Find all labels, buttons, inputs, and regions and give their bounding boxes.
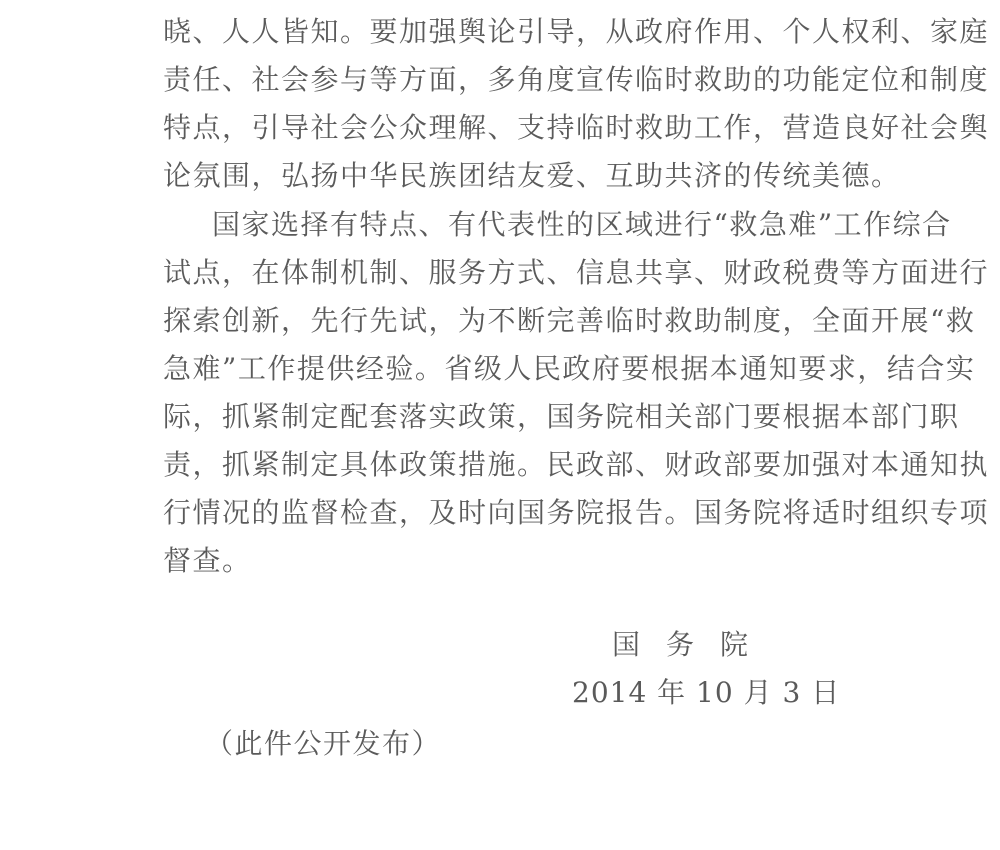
publication-note: （此件公开发布）	[205, 727, 442, 760]
paragraph-2-line-1: 国家选择有特点、有代表性的区域进行“救急难”工作综合	[212, 208, 952, 241]
paragraph-1-line-2: 责任、社会参与等方面，多角度宣传临时救助的功能定位和制度	[163, 63, 990, 96]
issue-date: 2014 年 10 月 3 日	[572, 676, 841, 709]
paragraph-2-line-7: 行情况的监督检查，及时向国务院报告。国务院将适时组织专项	[163, 496, 990, 529]
paragraph-2-line-5: 际，抓紧制定配套落实政策，国务院相关部门要根据本部门职	[163, 400, 960, 433]
paragraph-2-line-8: 督查。	[163, 544, 252, 577]
paragraph-2-line-2: 试点，在体制机制、服务方式、信息共享、财政税费等方面进行	[163, 256, 990, 289]
paragraph-2-line-6: 责，抓紧制定具体政策措施。民政部、财政部要加强对本通知执	[163, 448, 990, 481]
issuer-signature: 国务院	[612, 628, 775, 661]
paragraph-2-line-4: 急难”工作提供经验。省级人民政府要根据本通知要求，结合实	[163, 352, 976, 385]
paragraph-1-line-4: 论氛围，弘扬中华民族团结友爱、互助共济的传统美德。	[163, 159, 901, 192]
paragraph-1-line-3: 特点，引导社会公众理解、支持临时救助工作，营造良好社会舆	[163, 111, 990, 144]
paragraph-2-line-3: 探索创新，先行先试，为不断完善临时救助制度，全面开展“救	[163, 304, 976, 337]
paragraph-1-line-1: 晓、人人皆知。要加强舆论引导，从政府作用、个人权利、家庭	[163, 15, 990, 48]
